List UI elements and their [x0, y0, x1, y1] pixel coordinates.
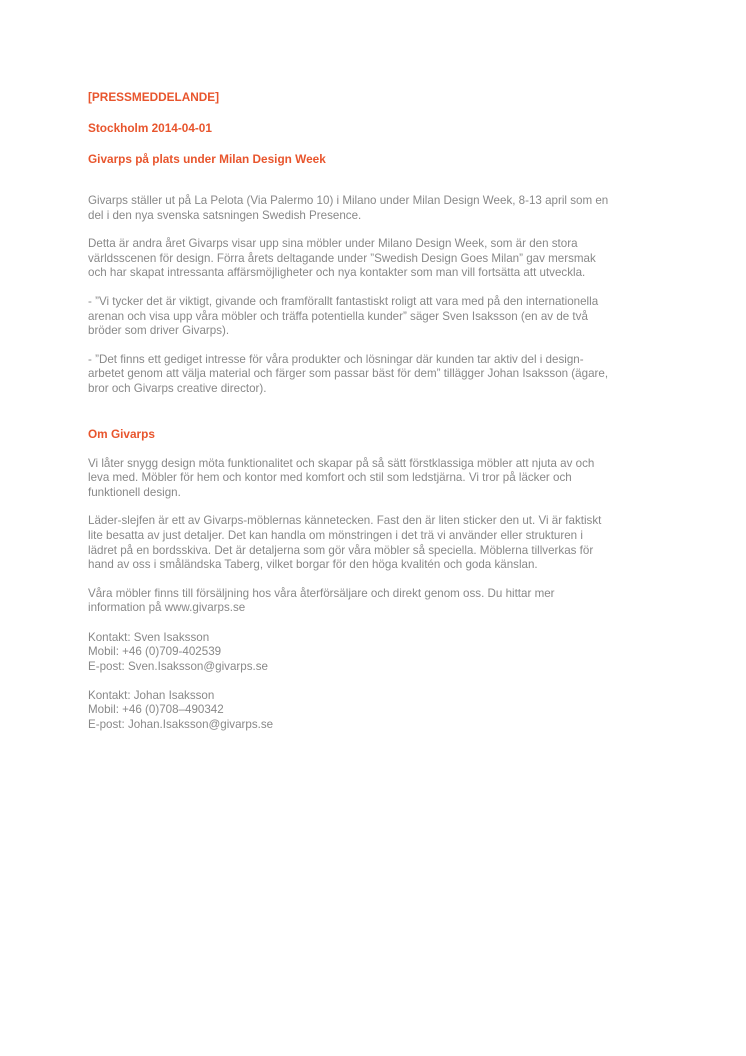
- text-line: leva med. Möbler för hem och kontor med komfort och stil som ledstjärna. Vi tror på läcker och: [88, 471, 572, 485]
- contact-name: Kontakt: Sven Isaksson: [88, 630, 210, 644]
- about-heading: Om Givarps: [88, 426, 155, 441]
- contact-name: Kontakt: Johan Isaksson: [88, 688, 215, 702]
- about-paragraph-1: [88, 457, 662, 501]
- text-line: information på www.givarps.se: [88, 601, 246, 615]
- contact-email: E-post: Johan.Isaksson@givarps.se: [88, 717, 274, 731]
- text-line: världsscenen för design. Förra årets deltagande under ”Swedish Design Goes Milan” gav mersmak: [88, 251, 596, 265]
- headline: Givarps på plats under Milan Design Week: [88, 152, 326, 166]
- body-paragraph-4: [88, 353, 662, 397]
- text-line: Detta är andra året Givarps visar upp sina möbler under Milano Design Week, som är den stora: [88, 237, 578, 251]
- dateline: Stockholm 2014-04-01: [88, 121, 212, 135]
- text-line: - ”Vi tycker det är viktigt, givande och framförallt fantastiskt roligt att vara med på den internationella: [88, 294, 599, 308]
- release-label: [PRESSMEDDELANDE]: [88, 90, 220, 104]
- text-line: lite besatta av just detaljer. Det kan handla om mönstringen i det trä vi använder eller strukturen i: [88, 528, 583, 542]
- text-line: del i den nya svenska satsningen Swedish Presence.: [88, 208, 362, 222]
- contact-sven: [88, 631, 662, 675]
- text-line: och har skapat intressanta affärsmöjligheter och nya kontakter som man vill fortsätta att utveckla.: [88, 266, 586, 280]
- text-line: arbetet genom att välja material och färger som passar bäst för dem” tillägger Johan Isaksson (ägare,: [88, 367, 609, 381]
- text-line: Våra möbler finns till försäljning hos våra återförsäljare och direkt genom oss. Du hittar mer: [88, 586, 555, 600]
- text-line: Läder-slejfen är ett av Givarps-möblernas kännetecken. Fast den är liten sticker den ut. Vi är faktiskt: [88, 514, 602, 528]
- press-release: [88, 89, 662, 732]
- text-line: lädret på en bordsskiva. Det är detaljerna som gör våra möbler så speciella. Möblerna tillverkas för: [88, 543, 594, 557]
- text-line: bror och Givarps creative director).: [88, 381, 267, 395]
- body-paragraph-1: [88, 194, 662, 223]
- contact-johan: [88, 689, 662, 733]
- text-line: Vi låter snygg design möta funktionalitet och skapar på så sätt förstklassiga möbler att njuta av och: [88, 456, 595, 470]
- text-line: bröder som driver Givarps).: [88, 324, 230, 338]
- contact-mobile: Mobil: +46 (0)709-402539: [88, 645, 222, 659]
- text-line: arenan och visa upp våra möbler och träffa potentiella kunder” säger Sven Isaksson (en av de två: [88, 309, 588, 323]
- text-line: Givarps ställer ut på La Pelota (Via Palermo 10) i Milano under Milan Design Week, 8-13 april som en: [88, 194, 609, 207]
- text-line: funktionell design.: [88, 485, 181, 499]
- about-paragraph-2: [88, 514, 662, 572]
- contact-email: E-post: Sven.Isaksson@givarps.se: [88, 660, 268, 674]
- text-line: hand av oss i småländska Taberg, vilket borgar för den höga kvalitén och goda känslan.: [88, 558, 538, 572]
- body-paragraph-2: [88, 237, 662, 281]
- body-paragraph-3: [88, 295, 662, 339]
- about-paragraph-3: [88, 587, 662, 616]
- contact-mobile: Mobil: +46 (0)708–490342: [88, 703, 224, 717]
- text-line: - ”Det finns ett gediget intresse för våra produkter och lösningar där kunden tar aktiv del i design-: [88, 352, 584, 366]
